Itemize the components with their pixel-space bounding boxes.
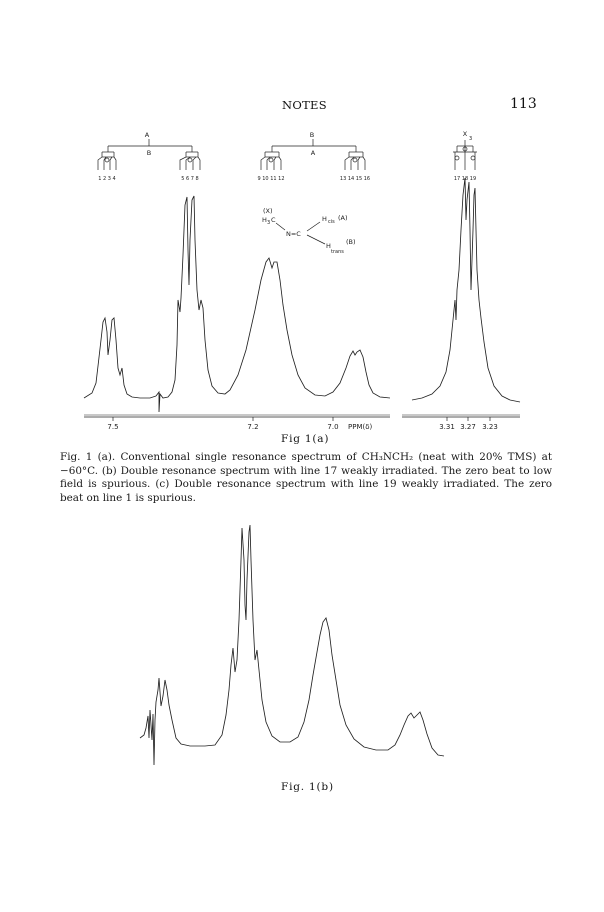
tree-mid-mid-label: A bbox=[310, 149, 316, 157]
tree-left-lines-1: 1 2 3 4 bbox=[98, 176, 116, 182]
structure-h3c-h: H bbox=[262, 216, 267, 224]
axis-tick-3-23: 3.23 bbox=[482, 423, 498, 431]
tree-left-top-label: A bbox=[144, 131, 150, 139]
tree-mid-top-label: B bbox=[309, 131, 315, 139]
tree-right-sub: 3 bbox=[469, 136, 473, 142]
axis-tick-3-31: 3.31 bbox=[439, 423, 455, 431]
structure-n-eq-c: N=C bbox=[286, 230, 301, 238]
figure-caption: Fig. 1 (a). Conventional single resonance spectrum of CH₃NCH₂ (neat with 20% TMS) at −60°C. (b) Double resonance spectrum with line 17 weakly irradiated. The zero beat to low field is spurious. (c) Double resonance spectrum with line 19 weakly irradiated. The zero beat on line 1 is spurious. bbox=[60, 451, 552, 504]
tree-left-lines-2: 5 6 7 8 bbox=[181, 176, 199, 182]
structure-cis-sub: cis bbox=[328, 219, 335, 225]
splitting-tree-middle bbox=[257, 131, 370, 182]
figure-1b-spectrum bbox=[0, 515, 604, 775]
splitting-tree-right bbox=[453, 130, 477, 182]
page-number: 113 bbox=[510, 96, 537, 112]
splitting-tree-left bbox=[98, 131, 200, 182]
spectrum-1a-right-trace bbox=[412, 178, 520, 402]
tree-left-mid-label: B bbox=[146, 149, 152, 157]
structure-a-label: (A) bbox=[338, 214, 348, 222]
structure-trans-sub: trans bbox=[331, 249, 344, 255]
axis-tick-7-0: 7.0 bbox=[327, 423, 339, 431]
tree-right-top-label: X bbox=[462, 130, 468, 138]
axis-tick-7-2: 7.2 bbox=[247, 423, 259, 431]
figure-1a-spectrum bbox=[0, 118, 604, 440]
structure-h3c-sub: 3 bbox=[267, 220, 271, 226]
tree-mid-lines-1: 9 10 11 12 bbox=[257, 176, 285, 182]
axis-tick-7-5: 7.5 bbox=[107, 423, 119, 431]
structure-h3c-c: C bbox=[271, 216, 276, 224]
running-title: NOTES bbox=[282, 98, 327, 112]
tree-right-lines: 17 18 19 bbox=[453, 176, 477, 182]
structure-b-label: (B) bbox=[346, 238, 356, 246]
structure-h-cis: H bbox=[322, 215, 327, 223]
axis-tick-3-27: 3.27 bbox=[460, 423, 476, 431]
tree-mid-lines-2: 13 14 15 16 bbox=[339, 176, 371, 182]
structure-x-label: (X) bbox=[263, 207, 273, 215]
spectrum-1a-left-trace bbox=[84, 196, 390, 412]
structure-h-trans: H bbox=[326, 242, 331, 250]
figure-1a-label: Fig 1(a) bbox=[281, 433, 330, 445]
axis-unit-label: PPM(δ) bbox=[348, 423, 373, 431]
spectrum-1b-trace bbox=[140, 525, 444, 765]
structure-diagram bbox=[262, 207, 356, 255]
figure-1b-label: Fig. 1(b) bbox=[281, 781, 334, 793]
